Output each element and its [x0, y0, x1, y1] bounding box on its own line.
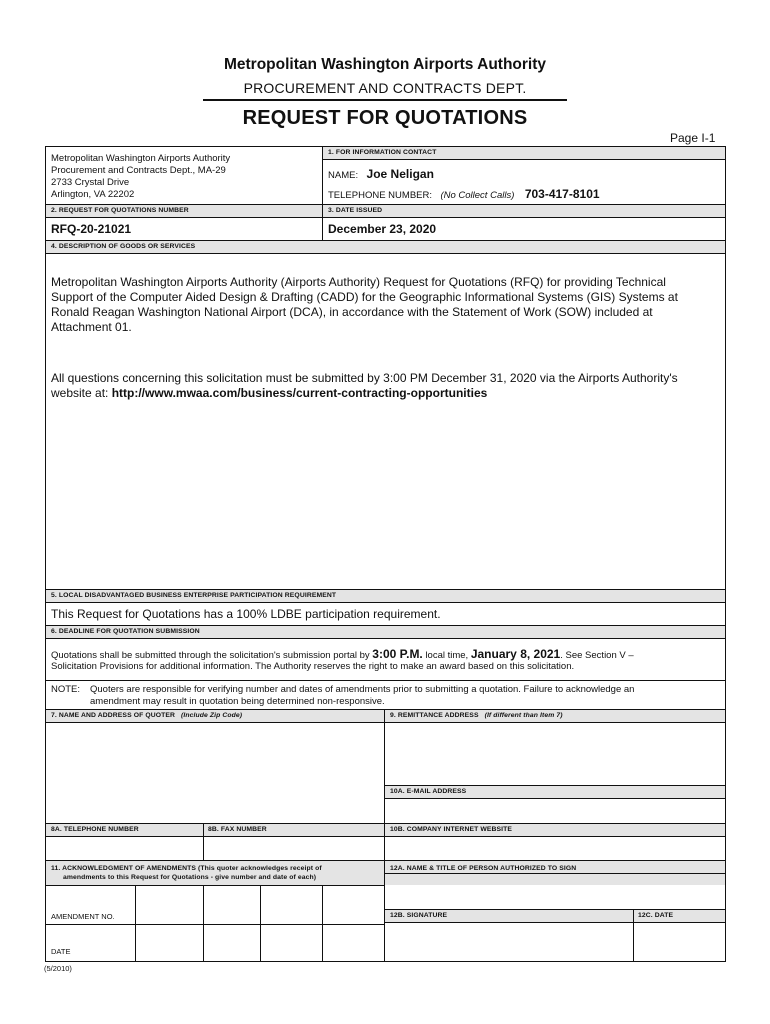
deadline-time: 3:00 P.M.: [372, 647, 423, 661]
ack-amendments-label-line2: amendments to this Request for Quotations - give number and date of each): [63, 874, 317, 881]
rule: [385, 909, 726, 910]
fax-number-field[interactable]: [204, 837, 383, 859]
rule: [46, 709, 726, 710]
contact-phone: 703-417-8101: [524, 187, 600, 201]
contact-name-row: [328, 165, 434, 183]
department-underline: [203, 99, 567, 101]
ack-amendments-label-line1: 11. ACKNOWLEDGMENT OF AMENDMENTS (This quoter acknowledges receipt of: [51, 865, 322, 872]
signer-name-title-field[interactable]: [386, 874, 725, 908]
rule: [385, 785, 726, 786]
rule: [203, 886, 204, 961]
description-para2-line1: All questions concerning this solicitation must be submitted by 3:00 PM December 31, 2020 via the Airports Authority's: [51, 371, 678, 385]
contact-name-label: NAME:: [328, 170, 359, 181]
rule: [384, 710, 385, 961]
rule: [46, 240, 726, 241]
deadline-label: 6. DEADLINE FOR QUOTATION SUBMISSION: [51, 628, 200, 635]
rfq-number: RFQ-20-21021: [51, 222, 132, 236]
page-number: Page I-1: [670, 131, 716, 145]
contact-label: 1. FOR INFORMATION CONTACT: [328, 149, 437, 156]
rule: [135, 886, 136, 961]
website-prefix: website at:: [51, 386, 112, 400]
date-issued: December 23, 2020: [328, 222, 437, 236]
issuer-address-line4: Arlington, VA 22202: [51, 189, 135, 200]
organization-title: Metropolitan Washington Airports Authority: [223, 56, 547, 73]
rule: [46, 638, 726, 639]
company-website-label: 10B. COMPANY INTERNET WEBSITE: [390, 826, 512, 833]
note-label: NOTE:: [51, 684, 81, 695]
description-para1-line2: Support of the Computer Aided Design & Drafting (CADD) for the Geographic Informational Systems (GIS) Systems at: [51, 290, 678, 304]
fax-number-label: 8B. FAX NUMBER: [208, 826, 267, 833]
form-title: REQUEST FOR QUOTATIONS: [242, 107, 528, 129]
issuer-address-line3: 2733 Crystal Drive: [51, 177, 130, 188]
contact-phone-row: [328, 185, 600, 203]
note-line1: Quoters are responsible for verifying number and dates of amendments prior to submitting a quotation. Failure to acknowledge an: [90, 684, 635, 695]
signature-label: 12B. SIGNATURE: [390, 912, 448, 919]
email-address-field[interactable]: [386, 799, 725, 822]
rule: [46, 217, 726, 218]
date-issued-label: 3. DATE ISSUED: [328, 207, 383, 214]
rule: [323, 159, 726, 160]
contact-phone-label: TELEPHONE NUMBER:: [328, 190, 432, 201]
telephone-number-field[interactable]: [47, 837, 202, 859]
signer-name-title-label: 12A. NAME & TITLE OF PERSON AUTHORIZED TO SIGN: [390, 865, 577, 872]
ldbe-label: 5. LOCAL DISADVANTAGED BUSINESS ENTERPRISE PARTICIPATION REQUIREMENT: [51, 592, 337, 599]
date-12c-label: 12C. DATE: [638, 912, 674, 919]
description-para2-line2: [51, 386, 487, 402]
issuer-address-line1: Metropolitan Washington Airports Authority: [51, 153, 231, 164]
date-12c-field[interactable]: [634, 923, 725, 960]
contact-phone-note: (No Collect Calls): [440, 190, 515, 201]
amendment-no-label: AMENDMENT NO.: [51, 912, 115, 921]
phone-label-band: [46, 824, 725, 836]
email-address-label: 10A. E-MAIL ADDRESS: [390, 788, 467, 795]
issuer-address-line2: Procurement and Contracts Dept., MA-29: [51, 165, 226, 176]
description-para1-line4: Attachment 01.: [51, 320, 132, 334]
solicitation-link[interactable]: http://www.mwaa.com/business/current-contracting-opportunities: [111, 386, 488, 400]
quoter-name-address-label: 7. NAME AND ADDRESS OF QUOTER (Include Zip Code): [51, 712, 243, 719]
rule: [322, 886, 323, 961]
contact-name: Joe Neligan: [366, 167, 434, 181]
description-label: 4. DESCRIPTION OF GOODS OR SERVICES: [51, 243, 196, 250]
deadline-text-a: Quotations shall be submitted through the solicitation's submission portal by: [51, 650, 373, 661]
rule: [46, 204, 726, 205]
rule: [46, 924, 385, 925]
note-line2: amendment may result in quotation being determined non-responsive.: [90, 696, 385, 707]
deadline-date: January 8, 2021: [470, 647, 561, 661]
amendment-date-label: DATE: [51, 947, 71, 956]
rule: [46, 625, 726, 626]
remittance-address-label: 9. REMITTANCE ADDRESS (If different than Item 7): [390, 712, 563, 719]
description-para1-line1: Metropolitan Washington Airports Authority (Airports Authority) Request for Quotations (RFQ) for providing Technical: [51, 275, 666, 289]
rule: [46, 885, 385, 886]
deadline-text-b: local time,: [422, 650, 471, 661]
rfq-number-label: 2. REQUEST FOR QUOTATIONS NUMBER: [51, 207, 189, 214]
rule: [260, 886, 261, 961]
deadline-line2: Solicitation Provisions for additional information. The Authority reserves the right to make an award based on this solicitation.: [51, 661, 575, 672]
rule: [46, 860, 726, 861]
ldbe-text: This Request for Quotations has a 100% LDBE participation requirement.: [51, 607, 441, 621]
deadline-text-c: . See Section V –: [560, 650, 634, 661]
quoter-name-address-field[interactable]: [47, 723, 383, 822]
rule: [46, 589, 726, 590]
company-website-field[interactable]: [386, 837, 725, 859]
signature-field[interactable]: [386, 923, 632, 960]
rule: [322, 147, 323, 241]
rule: [46, 680, 726, 681]
telephone-number-label: 8A. TELEPHONE NUMBER: [51, 826, 139, 833]
rule: [46, 253, 726, 254]
description-para1-line3: Ronald Reagan Washington National Airport (DCA), in accordance with the Statement of Work (SOW) included at: [51, 305, 653, 319]
rule: [46, 823, 726, 824]
rule: [46, 602, 726, 603]
deadline-line1: [51, 647, 634, 661]
remittance-address-field[interactable]: [386, 723, 725, 784]
form-revision: (5/2010): [44, 964, 72, 973]
department-title: PROCUREMENT AND CONTRACTS DEPT.: [243, 80, 527, 96]
